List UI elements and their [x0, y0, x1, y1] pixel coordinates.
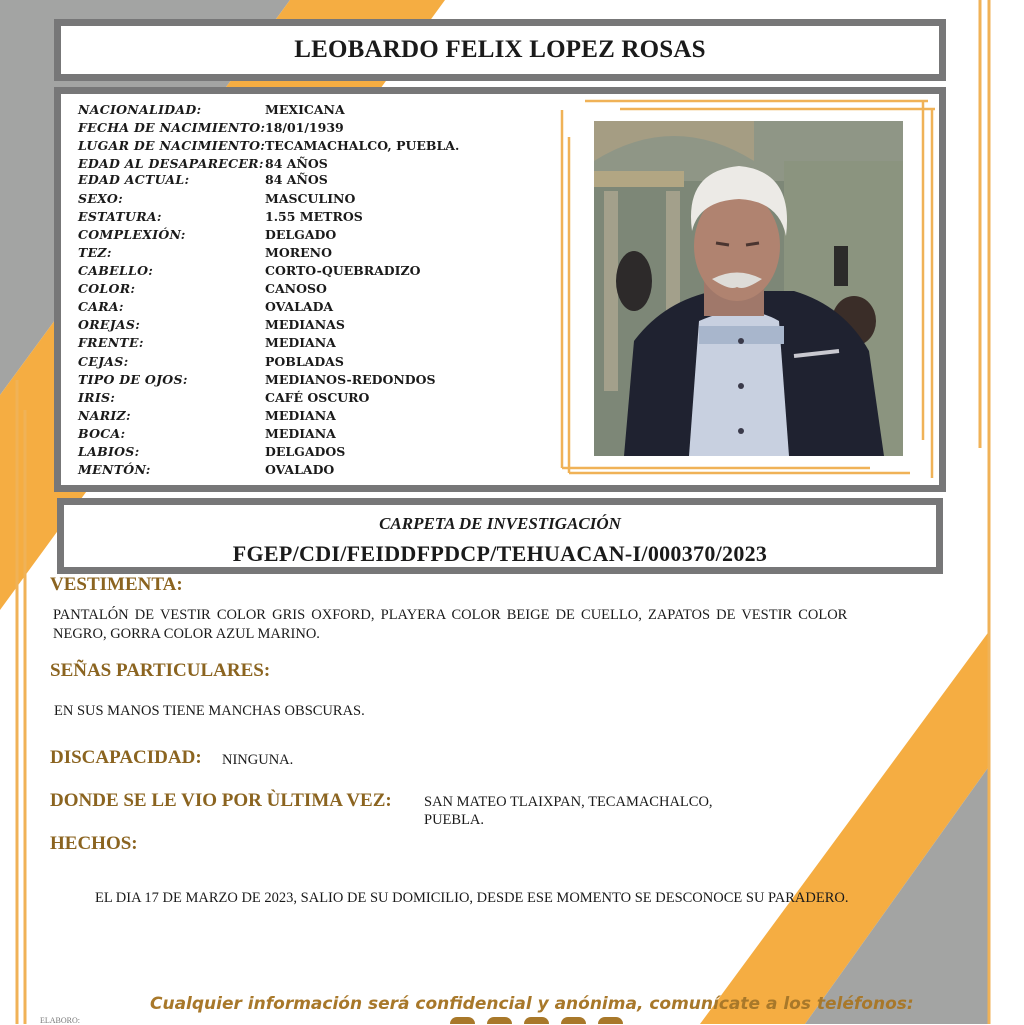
detail-value: 84 AÑOS [265, 156, 328, 171]
detail-label: OREJAS: [78, 317, 141, 332]
detail-value: POBLADAS [265, 354, 344, 369]
detail-label: CARA: [78, 299, 124, 314]
elaboro-label: ELABORO: [40, 1016, 80, 1025]
detail-value: MORENO [265, 245, 332, 260]
detail-label: MENTÓN: [78, 462, 151, 477]
detail-label: LABIOS: [78, 444, 140, 459]
detail-label: CEJAS: [78, 354, 129, 369]
detail-value: TECAMACHALCO, PUEBLA. [265, 138, 460, 153]
investigation-title: CARPETA DE INVESTIGACIÓN [379, 514, 621, 533]
detail-value: MEDIANOS-REDONDOS [265, 372, 436, 387]
ultima-vez-line-2: PUEBLA. [424, 812, 485, 828]
detail-label: FRENTE: [78, 335, 144, 350]
contact-text: Cualquier información será confidencial y anónima, comunícate a los teléfonos: [150, 994, 914, 1014]
detail-value: MEDIANAS [265, 317, 345, 332]
hechos-text: EL DIA 17 DE MARZO DE 2023, SALIO DE SU DOMICILIO, DESDE ESE MOMENTO SE DESCONOCE SU PARADERO. [95, 890, 849, 906]
detail-label: SEXO: [78, 191, 124, 206]
detail-value: CANOSO [265, 281, 327, 296]
detail-label: EDAD ACTUAL: [78, 172, 190, 187]
detail-label: COLOR: [78, 281, 136, 296]
detail-label: COMPLEXIÓN: [78, 227, 186, 242]
name-box [54, 19, 946, 81]
senas-text: EN SUS MANOS TIENE MANCHAS OBSCURAS. [54, 703, 365, 719]
detail-label: BOCA: [78, 426, 126, 441]
detail-label: TIPO DE OJOS: [78, 372, 188, 387]
detail-label: NARIZ: [78, 408, 131, 423]
investigation-number: FGEP/CDI/FEIDDFPDCP/TEHUACAN-I/000370/2023 [232, 541, 768, 566]
detail-label: LUGAR DE NACIMIENTO: [78, 138, 266, 153]
detail-label: EDAD AL DESAPARECER: [78, 156, 264, 171]
detail-label: TEZ: [78, 245, 112, 260]
detail-label: NACIONALIDAD: [78, 102, 202, 117]
person-photo-icon [594, 121, 903, 456]
discapacidad-text: NINGUNA. [222, 752, 294, 768]
right-white-strip [991, 0, 1024, 1024]
detail-label: FECHA DE NACIMIENTO: [78, 120, 266, 135]
vestimenta-line-1: PANTALÓN DE VESTIR COLOR GRIS OXFORD, PLAYERA COLOR BEIGE DE CUELLO, ZAPATOS DE VESTIR COLOR [53, 607, 848, 623]
detail-value: MEDIANA [265, 335, 336, 350]
phone-number-clipped [450, 1017, 640, 1024]
ultima-vez-line-1: SAN MATEO TLAIXPAN, TECAMACHALCO, [424, 794, 713, 810]
detail-value: OVALADA [265, 299, 334, 314]
senas-heading: SEÑAS PARTICULARES: [50, 660, 271, 681]
ultima-vez-heading: DONDE SE LE VIO POR ÙLTIMA VEZ: [50, 790, 392, 811]
detail-value: 84 AÑOS [265, 172, 328, 187]
detail-value: MEDIANA [265, 426, 336, 441]
detail-value: DELGADOS [265, 444, 346, 459]
detail-value: CAFÉ OSCURO [265, 390, 370, 405]
hechos-heading: HECHOS: [50, 833, 138, 854]
detail-value: OVALADO [265, 462, 335, 477]
missing-person-photo [594, 121, 903, 456]
investigation-box [57, 498, 943, 574]
detail-value: 18/01/1939 [265, 120, 344, 135]
detail-value: MEXICANA [265, 102, 345, 117]
vestimenta-heading: VESTIMENTA: [50, 574, 183, 595]
detail-label: CABELLO: [78, 263, 154, 278]
detail-value: MASCULINO [265, 191, 356, 206]
person-name: LEOBARDO FELIX LOPEZ ROSAS [294, 36, 706, 63]
detail-value: CORTO-QUEBRADIZO [265, 263, 421, 278]
detail-value: 1.55 METROS [265, 209, 363, 224]
detail-label: IRIS: [78, 390, 116, 405]
vestimenta-line-2: NEGRO, GORRA COLOR AZUL MARINO. [53, 626, 320, 642]
detail-label: ESTATURA: [78, 209, 162, 224]
discapacidad-heading: DISCAPACIDAD: [50, 747, 202, 768]
detail-value: MEDIANA [265, 408, 336, 423]
detail-value: DELGADO [265, 227, 337, 242]
